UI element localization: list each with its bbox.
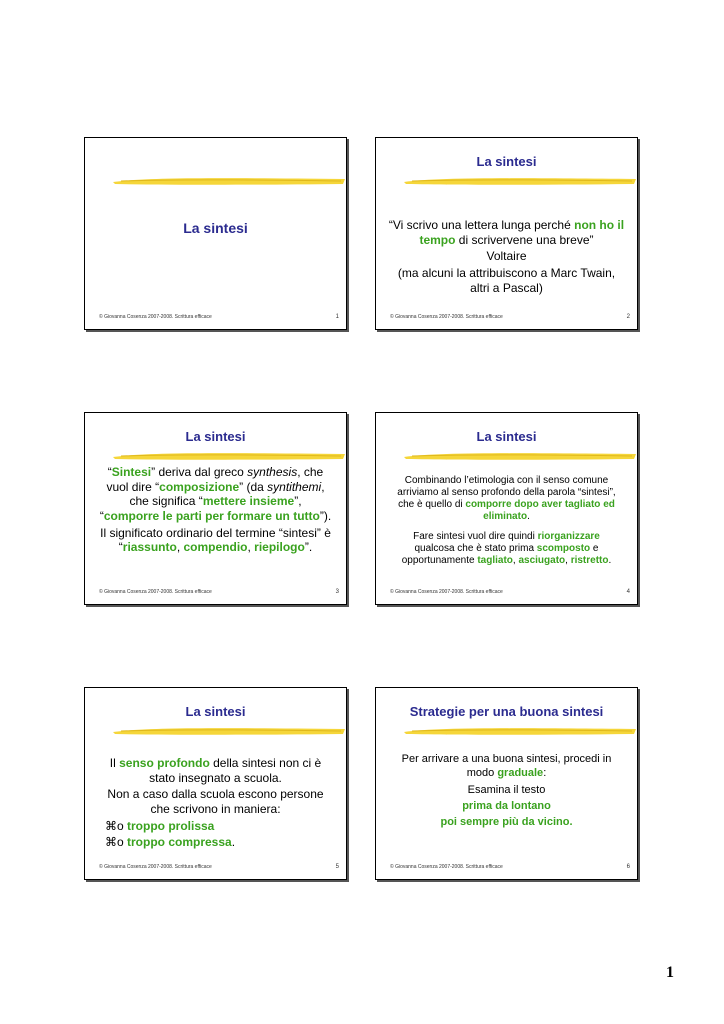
highlight-stroke: [402, 176, 638, 186]
meaning-paragraph: Combinando l’etimologia con il senso comune arriviamo al senso profondo della parola “sintesi”, che è quello di comporre dopo aver tagliato ed eliminato.: [397, 475, 616, 522]
slide-title: La sintesi: [476, 429, 537, 444]
slide-title: Strategie per una buona sintesi: [409, 704, 604, 719]
intro-paragraph: Per arrivare a una buona sintesi, procedi in modo graduale:: [401, 753, 612, 780]
highlight-stroke: [111, 726, 347, 736]
page-number: 1: [666, 964, 674, 981]
slide-6: [375, 687, 638, 880]
slide-footer: © Giovanna Cosenza 2007-2008. Scrittura efficace: [390, 314, 503, 320]
list-item: ⌘o troppo prolissa: [105, 818, 215, 833]
etymology-paragraph: “Sintesi” deriva dal greco synthesis, che vuol dire “composizione” (da syntithemi, che significa “mettere insieme”, “comporre le parti per formare un tutto”).: [99, 465, 332, 523]
slide-footer: © Giovanna Cosenza 2007-2008. Scrittura efficace: [99, 589, 212, 595]
highlight-stroke: [402, 451, 638, 461]
slide-title: La sintesi: [476, 154, 537, 169]
step-label: Esamina il testo: [467, 783, 546, 796]
slide-footer: © Giovanna Cosenza 2007-2008. Scrittura efficace: [390, 864, 503, 870]
synthesis-paragraph: Fare sintesi vuol dire quindi riorganizzare qualcosa che è stato prima scomposto e opportunamente tagliato, asciugato, ristretto.: [401, 531, 612, 566]
slide-number: 2: [626, 314, 630, 320]
slide-number: 1: [335, 314, 339, 320]
slide-footer: © Giovanna Cosenza 2007-2008. Scrittura efficace: [99, 864, 212, 870]
slide-body: [392, 475, 621, 569]
school-paragraph: Non a caso dalla scuola escono persone che scrivono in maniera:: [107, 787, 324, 816]
slide-title: La sintesi: [185, 429, 246, 444]
list-item: ⌘o troppo compressa.: [105, 835, 236, 850]
slide-3: [84, 412, 347, 605]
quote: “Vi scrivo una lettera lunga perché non ho il tempo di scrivervene una breve”: [388, 218, 625, 247]
slide-5: [84, 687, 347, 880]
slide-number: 5: [335, 864, 339, 870]
slide-body: [388, 218, 625, 297]
highlight-stroke: [111, 451, 347, 461]
slide-title: La sintesi: [185, 704, 246, 719]
deep-sense-paragraph: Il senso profondo della sintesi non ci è stato insegnato a scuola.: [109, 756, 322, 785]
slide-number: 3: [335, 589, 339, 595]
quote-author: Voltaire: [486, 249, 527, 264]
slide-footer: © Giovanna Cosenza 2007-2008. Scrittura efficace: [99, 314, 212, 320]
slide-body: [99, 756, 332, 852]
slide-1: [84, 137, 347, 330]
slide-body: [392, 752, 621, 831]
highlight-stroke: [402, 726, 638, 736]
bullet-icon: ⌘: [105, 818, 117, 833]
slide-4: [375, 412, 638, 605]
meaning-paragraph: Il significato ordinario del termine “sintesi” è “riassunto, compendio, riepilogo”.: [100, 525, 331, 555]
slide-number: 6: [626, 864, 630, 870]
bullet-icon: ⌘: [105, 835, 117, 850]
quote-note: (ma alcuni la attribuiscono a Marc Twain, altri a Pascal): [397, 265, 616, 295]
slide-body: [99, 465, 332, 557]
step-far: prima da lontano: [462, 799, 551, 812]
slide-2: [375, 137, 638, 330]
slide-title: La sintesi: [183, 220, 248, 236]
highlight-stroke: [111, 176, 347, 186]
slide-footer: © Giovanna Cosenza 2007-2008. Scrittura efficace: [390, 589, 503, 595]
slide-number: 4: [626, 589, 630, 595]
step-near: poi sempre più da vicino.: [440, 816, 573, 829]
